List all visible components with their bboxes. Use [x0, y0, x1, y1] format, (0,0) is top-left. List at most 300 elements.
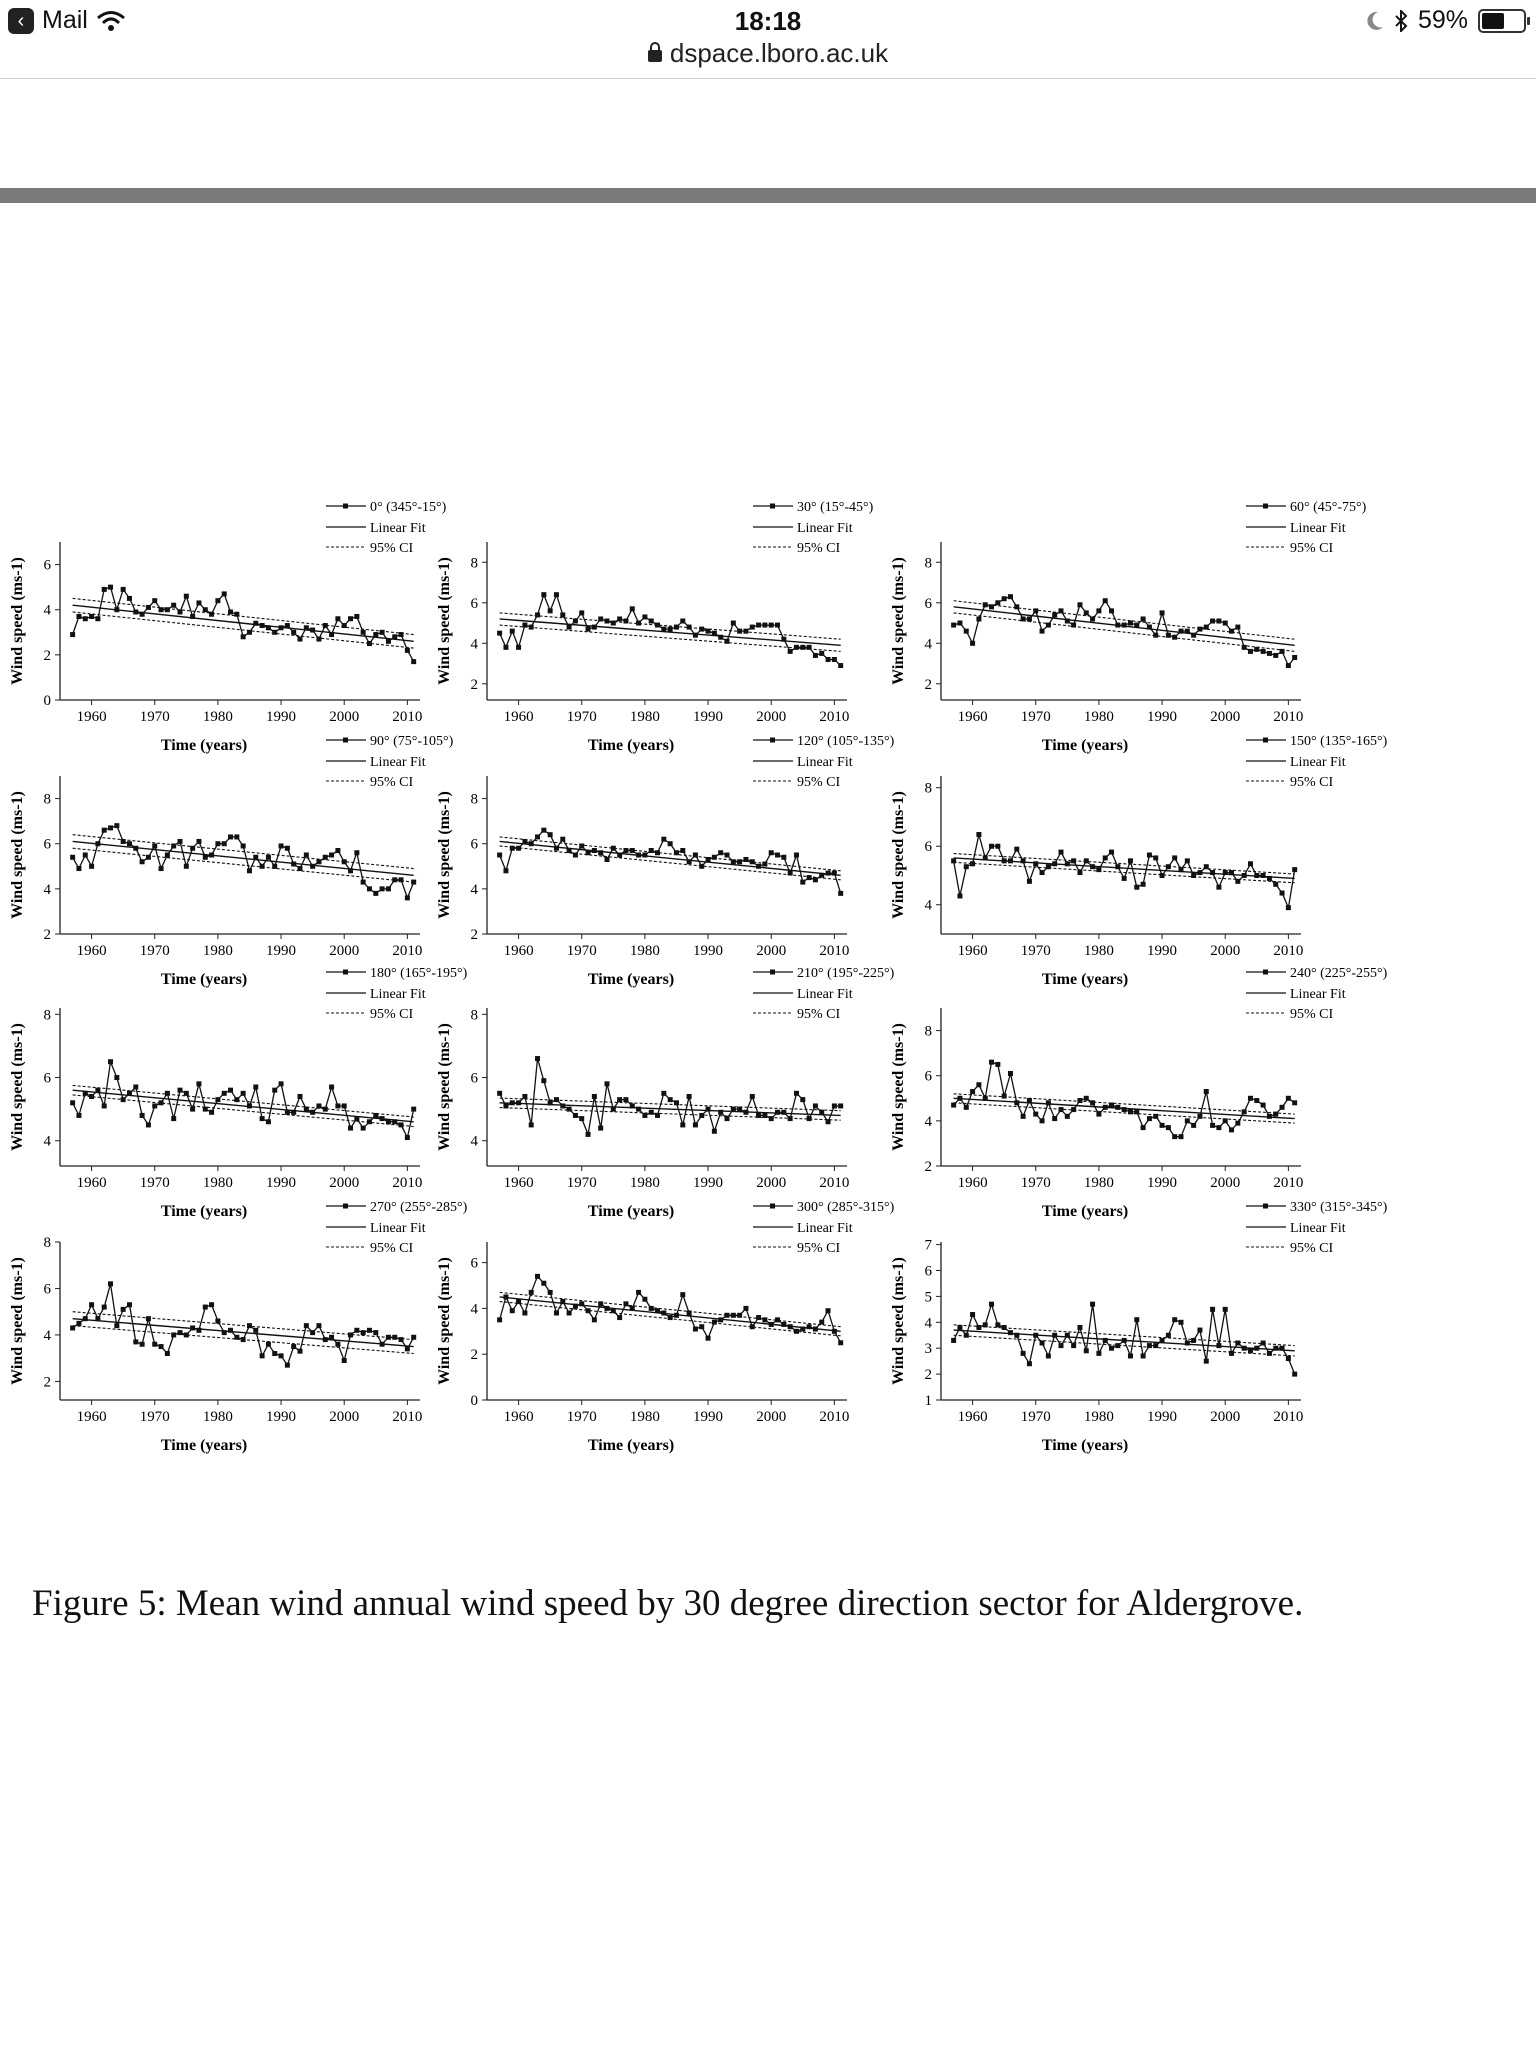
data-point [1223, 621, 1228, 626]
data-point [788, 1324, 793, 1329]
legend-series-marker [343, 738, 348, 743]
y-tick-label: 4 [470, 1301, 478, 1318]
legend-series-marker [343, 504, 348, 509]
x-tick-label: 2010 [1273, 709, 1304, 725]
data-point [127, 841, 132, 846]
data-point [611, 1308, 616, 1313]
data-point [1185, 629, 1190, 634]
data-point [605, 857, 610, 862]
panel-8 [890, 966, 1388, 1220]
data-point [800, 880, 805, 885]
data-point [1216, 1125, 1221, 1130]
data-point [680, 848, 685, 853]
data-point [1267, 651, 1272, 656]
data-point [1122, 1107, 1127, 1112]
data-point [1002, 596, 1007, 601]
data-point [399, 1337, 404, 1342]
data-point [1204, 1089, 1209, 1094]
legend-fit-label: Linear Fit [370, 987, 426, 1002]
y-axis-label: Wind speed (ms-1) [9, 1257, 26, 1385]
data-point [102, 587, 107, 592]
data-point [503, 645, 508, 650]
y-tick-label: 6 [924, 1263, 932, 1280]
battery-fill [1482, 13, 1504, 29]
data-point [813, 877, 818, 882]
x-tick-label: 1970 [139, 1409, 170, 1425]
data-point [529, 841, 534, 846]
data-point [140, 859, 145, 864]
data-point [146, 1122, 151, 1127]
x-tick-label: 2010 [1273, 943, 1304, 959]
y-axis-label: Wind speed (ms-1) [436, 1023, 453, 1151]
y-tick-label: 6 [43, 1281, 51, 1298]
data-point [241, 634, 246, 639]
data-point [1191, 873, 1196, 878]
series-line [954, 1062, 1295, 1137]
ci-upper-line [500, 613, 841, 639]
data-point [1115, 1105, 1120, 1110]
data-point [642, 1297, 647, 1302]
panel-6 [9, 966, 468, 1220]
data-point [335, 616, 340, 621]
legend-series-label: 0° (345°-15°) [370, 500, 447, 515]
x-tick-label: 1980 [1083, 1175, 1114, 1191]
data-point [1147, 853, 1152, 858]
x-tick-label: 1990 [1147, 943, 1178, 959]
legend-series-label: 300° (285°-315°) [797, 1200, 895, 1215]
data-point [522, 1094, 527, 1099]
x-tick-label: 1970 [1020, 1409, 1051, 1425]
data-point [548, 1290, 553, 1295]
data-point [405, 895, 410, 900]
data-point [215, 1097, 220, 1102]
data-point [1128, 858, 1133, 863]
data-point [970, 641, 975, 646]
legend-series-marker [1263, 504, 1268, 509]
x-tick-label: 1970 [566, 1175, 597, 1191]
data-point [159, 866, 164, 871]
data-point [1046, 1353, 1051, 1358]
data-point [970, 861, 975, 866]
data-point [1090, 616, 1095, 621]
data-point [592, 848, 597, 853]
data-point [838, 1340, 843, 1345]
data-point [1090, 864, 1095, 869]
y-tick-label: 6 [470, 1070, 478, 1087]
data-point [725, 1116, 730, 1121]
data-point [976, 1325, 981, 1330]
data-point [89, 1302, 94, 1307]
data-point [102, 828, 107, 833]
data-point [165, 853, 170, 858]
x-tick-label: 1980 [629, 709, 660, 725]
y-tick-label: 4 [470, 881, 478, 898]
data-point [674, 850, 679, 855]
data-point [1248, 861, 1253, 866]
data-point [392, 1119, 397, 1124]
data-point [108, 825, 113, 830]
data-point [1273, 1112, 1278, 1117]
data-point [781, 637, 786, 642]
data-point [630, 1306, 635, 1311]
data-point [1008, 594, 1013, 599]
data-point [1273, 882, 1278, 887]
data-point [535, 1274, 540, 1279]
data-point [108, 1281, 113, 1286]
data-point [598, 850, 603, 855]
data-point [298, 637, 303, 642]
data-point [1084, 1348, 1089, 1353]
data-point [1280, 1346, 1285, 1351]
legend-series-marker [1263, 1204, 1268, 1209]
data-point [1077, 602, 1082, 607]
legend-ci-label: 95% CI [370, 775, 414, 790]
data-point [298, 866, 303, 871]
data-point [731, 859, 736, 864]
data-point [1223, 1118, 1228, 1123]
data-point [554, 592, 559, 597]
x-tick-label: 1970 [1020, 1175, 1051, 1191]
data-point [1065, 1114, 1070, 1119]
data-point [234, 1097, 239, 1102]
data-point [1229, 870, 1234, 875]
data-point [579, 610, 584, 615]
data-point [1002, 1094, 1007, 1099]
back-chevron-icon[interactable]: ‹ [8, 8, 34, 34]
ci-upper-line [954, 854, 1295, 874]
data-point [342, 623, 347, 628]
y-axis-label: Wind speed (ms-1) [890, 791, 907, 919]
data-point [1210, 1307, 1215, 1312]
data-point [342, 1358, 347, 1363]
data-point [813, 1103, 818, 1108]
x-tick-label: 1960 [76, 1409, 107, 1425]
data-point [1235, 1341, 1240, 1346]
y-tick-label: 1 [924, 1393, 932, 1409]
data-point [392, 877, 397, 882]
legend-fit-label: Linear Fit [370, 1221, 426, 1236]
data-point [405, 1135, 410, 1140]
data-point [234, 1335, 239, 1340]
data-point [970, 1312, 975, 1317]
data-point [655, 1308, 660, 1313]
data-point [392, 1335, 397, 1340]
data-point [989, 844, 994, 849]
data-point [951, 1103, 956, 1108]
data-point [260, 623, 265, 628]
data-point [1077, 870, 1082, 875]
data-point [826, 657, 831, 662]
data-point [1280, 1105, 1285, 1110]
legend-series-marker [770, 504, 775, 509]
legend-ci-label: 95% CI [370, 541, 414, 556]
data-point [995, 1322, 1000, 1327]
data-point [178, 1330, 183, 1335]
y-tick-label: 4 [924, 1315, 932, 1332]
data-point [718, 850, 723, 855]
data-point [209, 612, 214, 617]
y-tick-label: 8 [470, 791, 478, 808]
data-point [617, 616, 622, 621]
data-point [1261, 873, 1266, 878]
data-point [699, 1113, 704, 1118]
data-point [680, 1292, 685, 1297]
data-point [1235, 625, 1240, 630]
status-bar [0, 0, 1536, 40]
x-tick-label: 1980 [1083, 709, 1114, 725]
data-point [794, 853, 799, 858]
data-point [636, 1290, 641, 1295]
data-point [1014, 847, 1019, 852]
legend-fit-label: Linear Fit [797, 1221, 853, 1236]
data-point [560, 1103, 565, 1108]
data-point [497, 853, 502, 858]
moon-icon [1366, 11, 1384, 31]
data-point [832, 1103, 837, 1108]
x-axis-label: Time (years) [160, 1437, 248, 1454]
data-point [807, 875, 812, 880]
data-point [152, 1103, 157, 1108]
data-point [399, 1122, 404, 1127]
data-point [272, 864, 277, 869]
data-point [83, 1091, 88, 1096]
x-tick-label: 2010 [392, 1409, 423, 1425]
data-point [623, 1097, 628, 1102]
y-axis-label: Wind speed (ms-1) [890, 1023, 907, 1151]
data-point [1084, 858, 1089, 863]
status-indicators [1366, 6, 1526, 35]
data-point [964, 629, 969, 634]
data-point [133, 846, 138, 851]
data-point [623, 1301, 628, 1306]
data-point [247, 1103, 252, 1108]
data-point [146, 1316, 151, 1321]
data-point [1122, 623, 1127, 628]
data-point [655, 1113, 660, 1118]
data-point [215, 841, 220, 846]
legend-ci-label: 95% CI [370, 1241, 414, 1256]
data-point [1261, 649, 1266, 654]
data-point [800, 1097, 805, 1102]
x-tick-label: 2000 [329, 1175, 360, 1191]
data-point [819, 1110, 824, 1115]
data-point [725, 639, 730, 644]
data-point [1242, 645, 1247, 650]
data-point [76, 866, 81, 871]
data-point [516, 645, 521, 650]
data-point [361, 1330, 366, 1335]
x-tick-label: 1960 [503, 1175, 534, 1191]
data-point [203, 607, 208, 612]
data-point [737, 629, 742, 634]
data-point [1115, 864, 1120, 869]
data-point [89, 614, 94, 619]
data-point [1292, 655, 1297, 660]
data-point [788, 871, 793, 876]
data-point [1128, 621, 1133, 626]
y-axis-label: Wind speed (ms-1) [890, 557, 907, 685]
x-tick-label: 2010 [392, 1175, 423, 1191]
data-point [1033, 1112, 1038, 1117]
data-point [1147, 1116, 1152, 1121]
x-tick-label: 2010 [819, 1175, 850, 1191]
document-header-band [0, 188, 1536, 203]
data-point [976, 832, 981, 837]
data-point [1027, 1098, 1032, 1103]
data-point [1065, 1333, 1070, 1338]
data-point [329, 1085, 334, 1090]
data-point [279, 1081, 284, 1086]
data-point [693, 1327, 698, 1332]
url-text[interactable]: dspace.lboro.ac.uk [669, 38, 889, 68]
data-point [1185, 858, 1190, 863]
series-line [73, 1284, 414, 1365]
data-point [159, 1344, 164, 1349]
data-point [386, 1119, 391, 1124]
data-point [1141, 882, 1146, 887]
data-point [1248, 1096, 1253, 1101]
data-point [567, 1107, 572, 1112]
y-tick-label: 4 [924, 897, 932, 914]
data-point [1059, 850, 1064, 855]
address-bar[interactable] [0, 38, 1536, 69]
data-point [1172, 1134, 1177, 1139]
data-point [989, 1302, 994, 1307]
data-point [560, 837, 565, 842]
y-tick-label: 4 [924, 1113, 932, 1130]
legend-ci-label: 95% CI [1290, 1007, 1334, 1022]
x-tick-label: 2000 [329, 709, 360, 725]
data-point [184, 1332, 189, 1337]
x-tick-label: 1970 [566, 943, 597, 959]
data-point [241, 1337, 246, 1342]
data-point [586, 850, 591, 855]
x-tick-label: 2000 [1210, 1175, 1241, 1191]
data-point [819, 651, 824, 656]
y-tick-label: 4 [470, 1133, 478, 1150]
data-point [171, 603, 176, 608]
data-point [706, 629, 711, 634]
data-point [769, 1322, 774, 1327]
data-point [1191, 1338, 1196, 1343]
data-point [1147, 625, 1152, 630]
data-point [1286, 663, 1291, 668]
data-point [983, 855, 988, 860]
data-point [196, 839, 201, 844]
legend-ci-label: 95% CI [1290, 1241, 1334, 1256]
data-point [1280, 891, 1285, 896]
data-point [1223, 870, 1228, 875]
x-tick-label: 1980 [202, 943, 233, 959]
data-point [826, 871, 831, 876]
data-point [140, 1342, 145, 1347]
data-point [386, 639, 391, 644]
data-point [405, 648, 410, 653]
y-tick-label: 4 [43, 1133, 51, 1150]
data-point [1223, 1307, 1228, 1312]
data-point [573, 853, 578, 858]
y-tick-label: 8 [470, 555, 478, 572]
data-point [807, 1324, 812, 1329]
data-point [1134, 623, 1139, 628]
data-point [83, 853, 88, 858]
data-point [794, 1091, 799, 1096]
data-point [285, 1110, 290, 1115]
legend-series-label: 210° (195°-225°) [797, 966, 895, 981]
series-line [500, 1059, 841, 1135]
data-point [1292, 867, 1297, 872]
data-point [133, 1339, 138, 1344]
data-point [989, 604, 994, 609]
data-point [522, 839, 527, 844]
data-point [285, 1363, 290, 1368]
data-point [725, 1313, 730, 1318]
data-point [788, 1116, 793, 1121]
data-point [661, 1091, 666, 1096]
data-point [1254, 1346, 1259, 1351]
data-point [171, 1332, 176, 1337]
data-point [957, 621, 962, 626]
data-point [1128, 1353, 1133, 1358]
data-point [203, 1305, 208, 1310]
data-point [1267, 1351, 1272, 1356]
data-point [316, 1103, 321, 1108]
legend-fit-label: Linear Fit [1290, 521, 1346, 536]
ci-upper-line [73, 1312, 414, 1340]
data-point [712, 631, 717, 636]
data-point [687, 1310, 692, 1315]
data-point [354, 1328, 359, 1333]
data-point [548, 832, 553, 837]
y-tick-label: 2 [43, 1374, 51, 1391]
data-point [1128, 1109, 1133, 1114]
data-point [957, 1096, 962, 1101]
data-point [348, 1126, 353, 1131]
x-tick-label: 1960 [76, 1175, 107, 1191]
data-point [788, 649, 793, 654]
data-point [1021, 858, 1026, 863]
data-point [316, 859, 321, 864]
data-point [762, 1317, 767, 1322]
data-point [184, 1091, 189, 1096]
data-point [1286, 1096, 1291, 1101]
data-point [165, 1091, 170, 1096]
data-point [750, 1324, 755, 1329]
data-point [310, 864, 315, 869]
back-label[interactable]: Mail [42, 6, 88, 34]
data-point [298, 1349, 303, 1354]
data-point [548, 608, 553, 613]
data-point [1261, 1341, 1266, 1346]
legend-series-label: 270° (255°-285°) [370, 1200, 468, 1215]
data-point [668, 1097, 673, 1102]
legend-ci-label: 95% CI [370, 1007, 414, 1022]
x-tick-label: 2010 [1273, 1175, 1304, 1191]
data-point [171, 1116, 176, 1121]
series-line [73, 587, 414, 662]
data-point [70, 1325, 75, 1330]
data-point [373, 632, 378, 637]
data-point [516, 1100, 521, 1105]
data-point [253, 1085, 258, 1090]
panel-11 [890, 1200, 1388, 1454]
x-tick-label: 2010 [392, 709, 423, 725]
data-point [222, 591, 227, 596]
data-point [114, 1075, 119, 1080]
data-point [567, 848, 572, 853]
data-point [127, 596, 132, 601]
y-tick-label: 6 [924, 595, 932, 612]
